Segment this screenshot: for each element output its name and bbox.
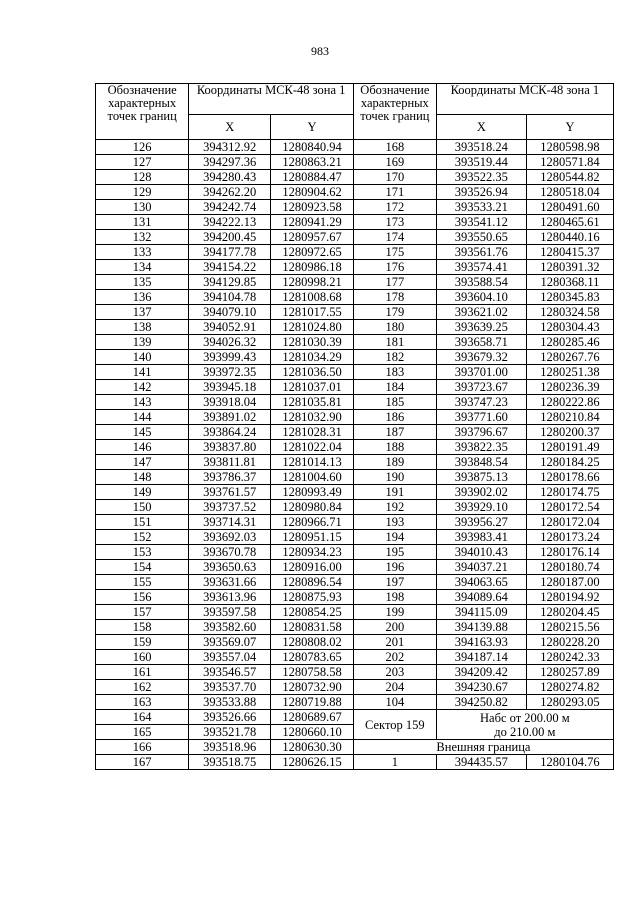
y-coordinate-cell: 1280222.86 xyxy=(526,395,613,410)
y-coordinate-cell: 1280840.94 xyxy=(271,140,354,155)
x-column-header: X xyxy=(189,115,271,140)
table-row xyxy=(96,500,614,515)
x-coordinate-cell: 393692.03 xyxy=(189,530,271,545)
point-id-cell: 203 xyxy=(353,665,436,680)
point-id-cell: 140 xyxy=(96,350,189,365)
y-coordinate-cell: 1280176.14 xyxy=(526,545,613,560)
x-coordinate-cell: 393631.66 xyxy=(189,575,271,590)
table-row xyxy=(96,665,614,680)
table-row xyxy=(96,695,614,710)
point-id-cell: 139 xyxy=(96,335,189,350)
x-coordinate-cell: 393519.44 xyxy=(436,155,526,170)
point-designation-header: Обозначение характерных точек границ xyxy=(96,84,189,140)
x-coordinate-cell: 393574.41 xyxy=(436,260,526,275)
y-coordinate-cell: 1280980.84 xyxy=(271,500,354,515)
x-coordinate-cell: 393650.63 xyxy=(189,560,271,575)
y-coordinate-cell: 1280689.67 xyxy=(271,710,354,725)
y-coordinate-cell: 1280916.00 xyxy=(271,560,354,575)
point-id-cell: 150 xyxy=(96,500,189,515)
y-coordinate-cell: 1280172.54 xyxy=(526,500,613,515)
sector-note-line: до 210.00 м xyxy=(494,724,556,739)
table-row xyxy=(96,305,614,320)
point-id-cell: 159 xyxy=(96,635,189,650)
point-id-cell: 184 xyxy=(353,380,436,395)
point-id-cell: 160 xyxy=(96,650,189,665)
table-row xyxy=(96,410,614,425)
point-id-cell: 168 xyxy=(353,140,436,155)
table-row xyxy=(96,545,614,560)
point-id-cell: 192 xyxy=(353,500,436,515)
x-coordinate-cell: 394242.74 xyxy=(189,200,271,215)
y-coordinate-cell: 1280415.37 xyxy=(526,245,613,260)
page-number: 983 xyxy=(311,44,329,58)
y-column-header: Y xyxy=(526,115,613,140)
x-coordinate-cell: 393561.76 xyxy=(436,245,526,260)
x-column-header: X xyxy=(436,115,526,140)
point-id-cell: 201 xyxy=(353,635,436,650)
y-coordinate-cell: 1280758.58 xyxy=(271,665,354,680)
table-row xyxy=(96,710,614,725)
point-id-cell: 131 xyxy=(96,215,189,230)
table-row xyxy=(96,155,614,170)
y-coordinate-cell: 1280191.49 xyxy=(526,440,613,455)
y-coordinate-cell: 1281008.68 xyxy=(271,290,354,305)
point-id-cell: 194 xyxy=(353,530,436,545)
y-column-header: Y xyxy=(271,115,354,140)
sector-note-line: Набс от 200.00 м xyxy=(480,710,570,725)
point-id-cell: 198 xyxy=(353,590,436,605)
table-row xyxy=(96,530,614,545)
table-row xyxy=(96,230,614,245)
table-row xyxy=(96,290,614,305)
coordinates-header: Координаты МСК-48 зона 1 xyxy=(436,84,613,115)
x-coordinate-cell: 393613.96 xyxy=(189,590,271,605)
point-id-cell: 129 xyxy=(96,185,189,200)
point-id-cell: 126 xyxy=(96,140,189,155)
y-coordinate-cell: 1280204.45 xyxy=(526,605,613,620)
y-coordinate-cell: 1280194.92 xyxy=(526,590,613,605)
table-row xyxy=(96,140,614,155)
x-coordinate-cell: 393902.02 xyxy=(436,485,526,500)
point-id-cell: 133 xyxy=(96,245,189,260)
outer-boundary-label-cell: Внешняя граница xyxy=(353,740,613,755)
x-coordinate-cell: 394063.65 xyxy=(436,575,526,590)
point-id-cell: 135 xyxy=(96,275,189,290)
point-id-cell: 177 xyxy=(353,275,436,290)
x-coordinate-cell: 394163.93 xyxy=(436,635,526,650)
x-coordinate-cell: 393518.75 xyxy=(189,755,271,770)
y-coordinate-cell: 1280174.75 xyxy=(526,485,613,500)
x-coordinate-cell: 394187.14 xyxy=(436,650,526,665)
x-coordinate-cell: 393550.65 xyxy=(436,230,526,245)
y-coordinate-cell: 1281034.29 xyxy=(271,350,354,365)
x-coordinate-cell: 393588.54 xyxy=(436,275,526,290)
x-coordinate-cell: 393848.54 xyxy=(436,455,526,470)
x-coordinate-cell: 393945.18 xyxy=(189,380,271,395)
y-coordinate-cell: 1280863.21 xyxy=(271,155,354,170)
point-id-cell: 137 xyxy=(96,305,189,320)
x-coordinate-cell: 394052.91 xyxy=(189,320,271,335)
point-id-cell: 197 xyxy=(353,575,436,590)
point-id-cell: 187 xyxy=(353,425,436,440)
x-coordinate-cell: 393761.57 xyxy=(189,485,271,500)
point-id-cell: 179 xyxy=(353,305,436,320)
x-coordinate-cell: 394200.45 xyxy=(189,230,271,245)
y-coordinate-cell: 1280465.61 xyxy=(526,215,613,230)
point-id-cell: 161 xyxy=(96,665,189,680)
x-coordinate-cell: 393658.71 xyxy=(436,335,526,350)
point-id-cell: 141 xyxy=(96,365,189,380)
y-coordinate-cell: 1281017.55 xyxy=(271,305,354,320)
x-coordinate-cell: 393679.32 xyxy=(436,350,526,365)
x-coordinate-cell: 393521.78 xyxy=(189,725,271,740)
coordinates-table xyxy=(95,83,614,770)
point-id-cell: 173 xyxy=(353,215,436,230)
point-id-cell: 155 xyxy=(96,575,189,590)
point-id-cell: 196 xyxy=(353,560,436,575)
point-id-cell: 174 xyxy=(353,230,436,245)
point-id-cell: 154 xyxy=(96,560,189,575)
x-coordinate-cell: 393956.27 xyxy=(436,515,526,530)
y-coordinate-cell: 1280345.83 xyxy=(526,290,613,305)
point-id-cell: 186 xyxy=(353,410,436,425)
coordinates-header: Координаты МСК-48 зона 1 xyxy=(189,84,354,115)
table-row xyxy=(96,365,614,380)
x-coordinate-cell: 393526.66 xyxy=(189,710,271,725)
table-row xyxy=(96,635,614,650)
y-coordinate-cell: 1280783.65 xyxy=(271,650,354,665)
y-coordinate-cell: 1280875.93 xyxy=(271,590,354,605)
point-id-cell: 170 xyxy=(353,170,436,185)
table-row xyxy=(96,680,614,695)
point-id-cell: 148 xyxy=(96,470,189,485)
x-coordinate-cell: 394209.42 xyxy=(436,665,526,680)
point-id-cell: 199 xyxy=(353,605,436,620)
x-coordinate-cell: 393546.57 xyxy=(189,665,271,680)
y-coordinate-cell: 1280215.56 xyxy=(526,620,613,635)
x-coordinate-cell: 393972.35 xyxy=(189,365,271,380)
point-id-cell: 1 xyxy=(353,755,436,770)
table-row xyxy=(96,515,614,530)
x-coordinate-cell: 393714.31 xyxy=(189,515,271,530)
table-row xyxy=(96,200,614,215)
point-id-cell: 157 xyxy=(96,605,189,620)
x-coordinate-cell: 393811.81 xyxy=(189,455,271,470)
table-row xyxy=(96,650,614,665)
y-coordinate-cell: 1281036.50 xyxy=(271,365,354,380)
point-id-cell: 178 xyxy=(353,290,436,305)
point-id-cell: 182 xyxy=(353,350,436,365)
y-coordinate-cell: 1281004.60 xyxy=(271,470,354,485)
y-coordinate-cell: 1281035.81 xyxy=(271,395,354,410)
table-row xyxy=(96,440,614,455)
x-coordinate-cell: 393526.94 xyxy=(436,185,526,200)
y-coordinate-cell: 1280544.82 xyxy=(526,170,613,185)
table-row xyxy=(96,755,614,770)
y-coordinate-cell: 1280732.90 xyxy=(271,680,354,695)
x-coordinate-cell: 393569.07 xyxy=(189,635,271,650)
point-designation-header: Обозначение характерных точек границ xyxy=(353,84,436,140)
point-id-cell: 166 xyxy=(96,740,189,755)
point-id-cell: 189 xyxy=(353,455,436,470)
y-coordinate-cell: 1280228.20 xyxy=(526,635,613,650)
x-coordinate-cell: 394280.43 xyxy=(189,170,271,185)
point-id-cell: 164 xyxy=(96,710,189,725)
point-id-cell: 163 xyxy=(96,695,189,710)
y-coordinate-cell: 1280660.10 xyxy=(271,725,354,740)
point-id-cell: 167 xyxy=(96,755,189,770)
x-coordinate-cell: 394079.10 xyxy=(189,305,271,320)
y-coordinate-cell: 1280274.82 xyxy=(526,680,613,695)
table-row xyxy=(96,575,614,590)
x-coordinate-cell: 394139.88 xyxy=(436,620,526,635)
x-coordinate-cell: 394089.64 xyxy=(436,590,526,605)
point-id-cell: 165 xyxy=(96,725,189,740)
point-id-cell: 188 xyxy=(353,440,436,455)
point-id-cell: 144 xyxy=(96,410,189,425)
x-coordinate-cell: 393786.37 xyxy=(189,470,271,485)
y-coordinate-cell: 1280966.71 xyxy=(271,515,354,530)
table-row xyxy=(96,620,614,635)
x-coordinate-cell: 393533.21 xyxy=(436,200,526,215)
y-coordinate-cell: 1280934.23 xyxy=(271,545,354,560)
x-coordinate-cell: 393747.23 xyxy=(436,395,526,410)
y-coordinate-cell: 1280173.24 xyxy=(526,530,613,545)
table-row xyxy=(96,590,614,605)
point-id-cell: 142 xyxy=(96,380,189,395)
table-row xyxy=(96,395,614,410)
table-row xyxy=(96,320,614,335)
table-row xyxy=(96,275,614,290)
table-row xyxy=(96,245,614,260)
y-coordinate-cell: 1281014.13 xyxy=(271,455,354,470)
point-id-cell: 127 xyxy=(96,155,189,170)
table-row xyxy=(96,185,614,200)
point-id-cell: 132 xyxy=(96,230,189,245)
y-coordinate-cell: 1280957.67 xyxy=(271,230,354,245)
x-coordinate-cell: 393737.52 xyxy=(189,500,271,515)
point-id-cell: 204 xyxy=(353,680,436,695)
y-coordinate-cell: 1280884.47 xyxy=(271,170,354,185)
y-coordinate-cell: 1280951.15 xyxy=(271,530,354,545)
x-coordinate-cell: 393999.43 xyxy=(189,350,271,365)
point-id-cell: 176 xyxy=(353,260,436,275)
y-coordinate-cell: 1280236.39 xyxy=(526,380,613,395)
x-coordinate-cell: 393541.12 xyxy=(436,215,526,230)
point-id-cell: 193 xyxy=(353,515,436,530)
point-id-cell: 195 xyxy=(353,545,436,560)
y-coordinate-cell: 1280267.76 xyxy=(526,350,613,365)
x-coordinate-cell: 393537.70 xyxy=(189,680,271,695)
y-coordinate-cell: 1280630.30 xyxy=(271,740,354,755)
point-id-cell: 143 xyxy=(96,395,189,410)
x-coordinate-cell: 393891.02 xyxy=(189,410,271,425)
x-coordinate-cell: 393639.25 xyxy=(436,320,526,335)
y-coordinate-cell: 1280257.89 xyxy=(526,665,613,680)
y-coordinate-cell: 1280626.15 xyxy=(271,755,354,770)
point-id-cell: 202 xyxy=(353,650,436,665)
point-id-cell: 136 xyxy=(96,290,189,305)
point-id-cell: 183 xyxy=(353,365,436,380)
y-coordinate-cell: 1280993.49 xyxy=(271,485,354,500)
y-coordinate-cell: 1280251.38 xyxy=(526,365,613,380)
y-coordinate-cell: 1280941.29 xyxy=(271,215,354,230)
point-id-cell: 146 xyxy=(96,440,189,455)
y-coordinate-cell: 1281037.01 xyxy=(271,380,354,395)
y-coordinate-cell: 1280808.02 xyxy=(271,635,354,650)
y-coordinate-cell: 1280293.05 xyxy=(526,695,613,710)
x-coordinate-cell: 393929.10 xyxy=(436,500,526,515)
x-coordinate-cell: 394262.20 xyxy=(189,185,271,200)
point-id-cell: 138 xyxy=(96,320,189,335)
x-coordinate-cell: 393983.41 xyxy=(436,530,526,545)
y-coordinate-cell: 1281024.80 xyxy=(271,320,354,335)
y-coordinate-cell: 1280285.46 xyxy=(526,335,613,350)
y-coordinate-cell: 1280518.04 xyxy=(526,185,613,200)
point-id-cell: 156 xyxy=(96,590,189,605)
x-coordinate-cell: 394250.82 xyxy=(436,695,526,710)
y-coordinate-cell: 1281030.39 xyxy=(271,335,354,350)
x-coordinate-cell: 393837.80 xyxy=(189,440,271,455)
point-id-cell: 172 xyxy=(353,200,436,215)
point-id-cell: 200 xyxy=(353,620,436,635)
x-coordinate-cell: 393597.58 xyxy=(189,605,271,620)
x-coordinate-cell: 394026.32 xyxy=(189,335,271,350)
table-row xyxy=(96,170,614,185)
table-row xyxy=(96,425,614,440)
y-coordinate-cell: 1280368.11 xyxy=(526,275,613,290)
x-coordinate-cell: 394297.36 xyxy=(189,155,271,170)
y-coordinate-cell: 1280491.60 xyxy=(526,200,613,215)
x-coordinate-cell: 393864.24 xyxy=(189,425,271,440)
x-coordinate-cell: 394129.85 xyxy=(189,275,271,290)
point-id-cell: 158 xyxy=(96,620,189,635)
point-id-cell: 175 xyxy=(353,245,436,260)
y-coordinate-cell: 1280440.16 xyxy=(526,230,613,245)
y-coordinate-cell: 1280598.98 xyxy=(526,140,613,155)
x-coordinate-cell: 394312.92 xyxy=(189,140,271,155)
y-coordinate-cell: 1281022.04 xyxy=(271,440,354,455)
point-id-cell: 162 xyxy=(96,680,189,695)
y-coordinate-cell: 1280904.62 xyxy=(271,185,354,200)
x-coordinate-cell: 393670.78 xyxy=(189,545,271,560)
point-id-cell: 190 xyxy=(353,470,436,485)
point-id-cell: 152 xyxy=(96,530,189,545)
table-row xyxy=(96,335,614,350)
point-id-cell: 153 xyxy=(96,545,189,560)
table-row xyxy=(96,605,614,620)
y-coordinate-cell: 1280104.76 xyxy=(526,755,613,770)
sector-label-cell: Сектор 159 xyxy=(353,710,436,740)
x-coordinate-cell: 393522.35 xyxy=(436,170,526,185)
point-id-cell: 145 xyxy=(96,425,189,440)
x-coordinate-cell: 393518.96 xyxy=(189,740,271,755)
x-coordinate-cell: 393518.24 xyxy=(436,140,526,155)
x-coordinate-cell: 394010.43 xyxy=(436,545,526,560)
x-coordinate-cell: 394230.67 xyxy=(436,680,526,695)
point-id-cell: 171 xyxy=(353,185,436,200)
point-id-cell: 191 xyxy=(353,485,436,500)
x-coordinate-cell: 393822.35 xyxy=(436,440,526,455)
x-coordinate-cell: 394154.22 xyxy=(189,260,271,275)
point-id-cell: 151 xyxy=(96,515,189,530)
x-coordinate-cell: 393771.60 xyxy=(436,410,526,425)
y-coordinate-cell: 1280571.84 xyxy=(526,155,613,170)
x-coordinate-cell: 394222.13 xyxy=(189,215,271,230)
x-coordinate-cell: 393533.88 xyxy=(189,695,271,710)
x-coordinate-cell: 393557.04 xyxy=(189,650,271,665)
y-coordinate-cell: 1280178.66 xyxy=(526,470,613,485)
x-coordinate-cell: 394037.21 xyxy=(436,560,526,575)
y-coordinate-cell: 1280896.54 xyxy=(271,575,354,590)
table-row xyxy=(96,470,614,485)
y-coordinate-cell: 1280184.25 xyxy=(526,455,613,470)
table-row xyxy=(96,350,614,365)
point-id-cell: 185 xyxy=(353,395,436,410)
point-id-cell: 147 xyxy=(96,455,189,470)
y-coordinate-cell: 1281028.31 xyxy=(271,425,354,440)
x-coordinate-cell: 394177.78 xyxy=(189,245,271,260)
point-id-cell: 104 xyxy=(353,695,436,710)
x-coordinate-cell: 393918.04 xyxy=(189,395,271,410)
y-coordinate-cell: 1280831.58 xyxy=(271,620,354,635)
point-id-cell: 169 xyxy=(353,155,436,170)
x-coordinate-cell: 393604.10 xyxy=(436,290,526,305)
x-coordinate-cell: 394435.57 xyxy=(436,755,526,770)
y-coordinate-cell: 1280324.58 xyxy=(526,305,613,320)
y-coordinate-cell: 1280187.00 xyxy=(526,575,613,590)
table-row xyxy=(96,560,614,575)
y-coordinate-cell: 1280854.25 xyxy=(271,605,354,620)
y-coordinate-cell: 1280304.43 xyxy=(526,320,613,335)
x-coordinate-cell: 393621.02 xyxy=(436,305,526,320)
y-coordinate-cell: 1280200.37 xyxy=(526,425,613,440)
y-coordinate-cell: 1280242.33 xyxy=(526,650,613,665)
sector-note-cell xyxy=(436,710,613,740)
y-coordinate-cell: 1281032.90 xyxy=(271,410,354,425)
y-coordinate-cell: 1280998.21 xyxy=(271,275,354,290)
table-row xyxy=(96,380,614,395)
y-coordinate-cell: 1280391.32 xyxy=(526,260,613,275)
x-coordinate-cell: 393701.00 xyxy=(436,365,526,380)
table-row xyxy=(96,485,614,500)
y-coordinate-cell: 1280986.18 xyxy=(271,260,354,275)
y-coordinate-cell: 1280172.04 xyxy=(526,515,613,530)
table-row xyxy=(96,740,614,755)
x-coordinate-cell: 394115.09 xyxy=(436,605,526,620)
point-id-cell: 130 xyxy=(96,200,189,215)
table-row xyxy=(96,455,614,470)
table-row xyxy=(96,260,614,275)
point-id-cell: 149 xyxy=(96,485,189,500)
x-coordinate-cell: 393796.67 xyxy=(436,425,526,440)
x-coordinate-cell: 393582.60 xyxy=(189,620,271,635)
x-coordinate-cell: 394104.78 xyxy=(189,290,271,305)
table-row xyxy=(96,215,614,230)
y-coordinate-cell: 1280972.65 xyxy=(271,245,354,260)
point-id-cell: 181 xyxy=(353,335,436,350)
point-id-cell: 180 xyxy=(353,320,436,335)
x-coordinate-cell: 393723.67 xyxy=(436,380,526,395)
y-coordinate-cell: 1280719.88 xyxy=(271,695,354,710)
point-id-cell: 134 xyxy=(96,260,189,275)
point-id-cell: 128 xyxy=(96,170,189,185)
y-coordinate-cell: 1280923.58 xyxy=(271,200,354,215)
x-coordinate-cell: 393875.13 xyxy=(436,470,526,485)
y-coordinate-cell: 1280180.74 xyxy=(526,560,613,575)
y-coordinate-cell: 1280210.84 xyxy=(526,410,613,425)
